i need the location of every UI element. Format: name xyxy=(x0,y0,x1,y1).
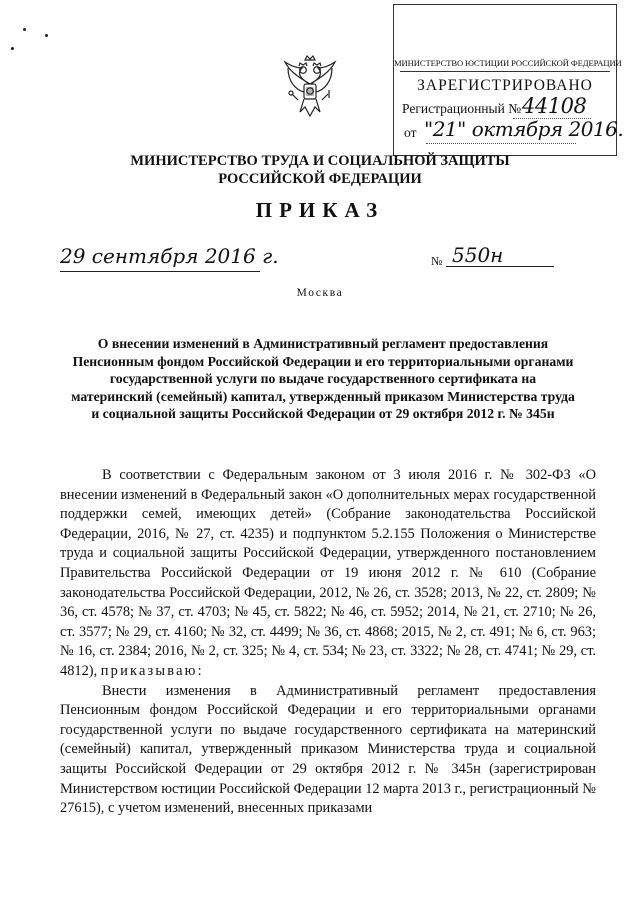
stamp-reg-number: 44108 xyxy=(522,94,587,118)
scan-speck xyxy=(45,34,48,37)
document-title: О внесении изменений в Административный регламент предоставления Пенсионным фондом Российской Федерации и его территориальными органами государственной услуги по выдаче государственного сертификата на материнский (семейный) капитал, утвержденный приказом Министерства труда и социальной защиты Российской Федерации от 29 октября 2012 г. № 345н xyxy=(71,336,575,421)
coat-of-arms-icon xyxy=(282,54,338,120)
paragraph-preamble xyxy=(60,466,596,682)
number-underline xyxy=(446,266,554,267)
stamp-ministry: МИНИСТЕРСТВО ЮСТИЦИИ РОССИЙСКОЙ ФЕДЕРАЦИИ xyxy=(394,58,622,68)
stamp-reg-label: Регистрационный № xyxy=(402,101,522,116)
scan-speck xyxy=(23,28,26,31)
preamble-text: В соответствии с Федеральным законом от 3 июля 2016 г. № 302-ФЗ «О внесении изменений в Федеральный закон «О дополнительных мерах государственной поддержки семей, имеющих детей» (Собрание законодательства Российской Федерации, 2016, № 27, ст. 4235) и подпунктом 5.2.155 Положения о Министерстве труда и социальной защиты Российской Федерации, утвержденного постановлением Правительства Российской Федерации от 19 июня 2012 г. № 610 (Собрание законодательства Российской Федерации, 2012, № 26, ст. 3528; 2013, № 22, ст. 2809; № 36, ст. 4578; № 37, ст. 4703; № 45, ст. 5822; № 46, ст. 5952; 2014, № 21, ст. 2710; № 26, ст. 3577; № 29, ст. 4160; № 32, ст. 4499; № 36, ст. 4868; 2015, № 2, ст. 491; № 6, ст. 963; № 16, ст. 2384; 2016, № 2, ст. 325; № 4, ст. 534; № 23, ст. 3322; № 28, ст. 4741; № 29, ст. 4812), xyxy=(60,467,596,679)
registration-stamp xyxy=(393,4,624,156)
stamp-date-prefix: от xyxy=(404,125,417,140)
order-number: 550н xyxy=(452,243,504,267)
ministry-title-line2: РОССИЙСКОЙ ФЕДЕРАЦИИ xyxy=(218,171,422,187)
scan-speck xyxy=(11,47,14,50)
ministry-title-line1: МИНИСТЕРСТВО ТРУДА И СОЦИАЛЬНОЙ ЗАЩИТЫ xyxy=(130,153,510,169)
order-title: ПРИКАЗ xyxy=(255,198,385,222)
ministry-title xyxy=(0,152,640,188)
number-sign: № xyxy=(431,254,443,268)
date-underline xyxy=(60,271,260,272)
document-body xyxy=(60,466,596,819)
order-date: 29 сентября 2016 г. xyxy=(60,244,279,268)
stamp-underline xyxy=(426,143,576,144)
stamp-divider xyxy=(400,71,610,72)
stamp-registered: ЗАРЕГИСТРИРОВАНО xyxy=(417,77,593,94)
order-command: приказываю: xyxy=(100,662,204,679)
paragraph-1: Внести изменения в Административный регламент предоставления Пенсионным фондом Российской Федерации и его территориальными органами государственной услуги по выдаче государственного сертификата на материнский (семейный) капитал, утвержденный приказом Министерства труда и социальной защиты Российской Федерации от 29 октября 2012 г. № 345н (зарегистрирован Министерством юстиции Российской Федерации 12 марта 2013 г., регистрационный № 27615), с учетом изменений, внесенных приказами xyxy=(60,682,596,817)
city: Москва xyxy=(296,287,344,299)
stamp-date-value: "21" октября 2016. xyxy=(424,117,624,141)
